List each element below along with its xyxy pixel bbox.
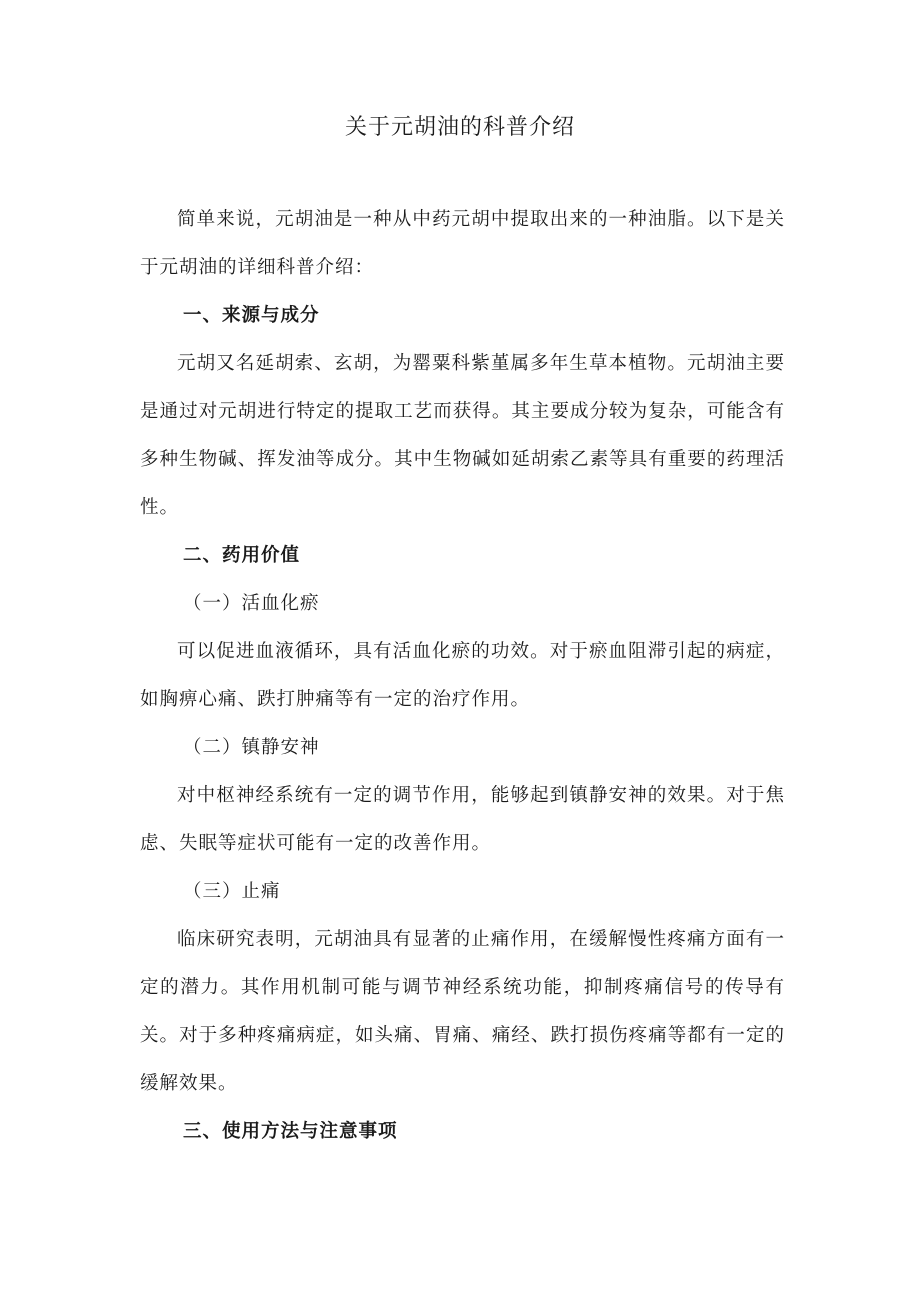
section-heading-medicinal-value: 二、药用价值 [183, 545, 301, 566]
section-heading-usage: 三、使用方法与注意事项 [183, 1121, 398, 1142]
document-title: 关于元胡油的科普介绍 [344, 115, 575, 140]
section-paragraph-source: 元胡又名延胡索、玄胡，为罂粟科紫堇属多年生草本植物。元胡油主要是通过对元胡进行特定的提取工艺而获得。其主要成分较为复杂，可能含有多种生物碱、挥发油等成分。其中生物碱如延胡索乙素等具有重要的药理活性。 [140, 353, 785, 518]
subheading-pain-relief: （三）止痛 [183, 881, 281, 902]
paragraph-sedation: 对中枢神经系统有一定的调节作用，能够起到镇静安神的效果。对于焦虑、失眠等症状可能有一定的改善作用。 [140, 785, 785, 854]
section-heading-source: 一、来源与成分 [183, 305, 320, 326]
subheading-sedation: （二）镇静安神 [183, 737, 320, 758]
subheading-blood-circulation: （一）活血化瘀 [183, 593, 320, 614]
intro-paragraph: 简单来说，元胡油是一种从中药元胡中提取出来的一种油脂。以下是关于元胡油的详细科普介绍： [140, 209, 785, 278]
paragraph-pain-relief: 临床研究表明，元胡油具有显著的止痛作用，在缓解慢性疼痛方面有一定的潜力。其作用机制可能与调节神经系统功能，抑制疼痛信号的传导有关。对于多种疼痛病症，如头痛、胃痛、痛经、跌打损伤疼痛等都有一定的缓解效果。 [140, 929, 785, 1094]
paragraph-blood-circulation: 可以促进血液循环，具有活血化瘀的功效。对于瘀血阻滞引起的病症，如胸痹心痛、跌打肿痛等有一定的治疗作用。 [140, 641, 785, 710]
